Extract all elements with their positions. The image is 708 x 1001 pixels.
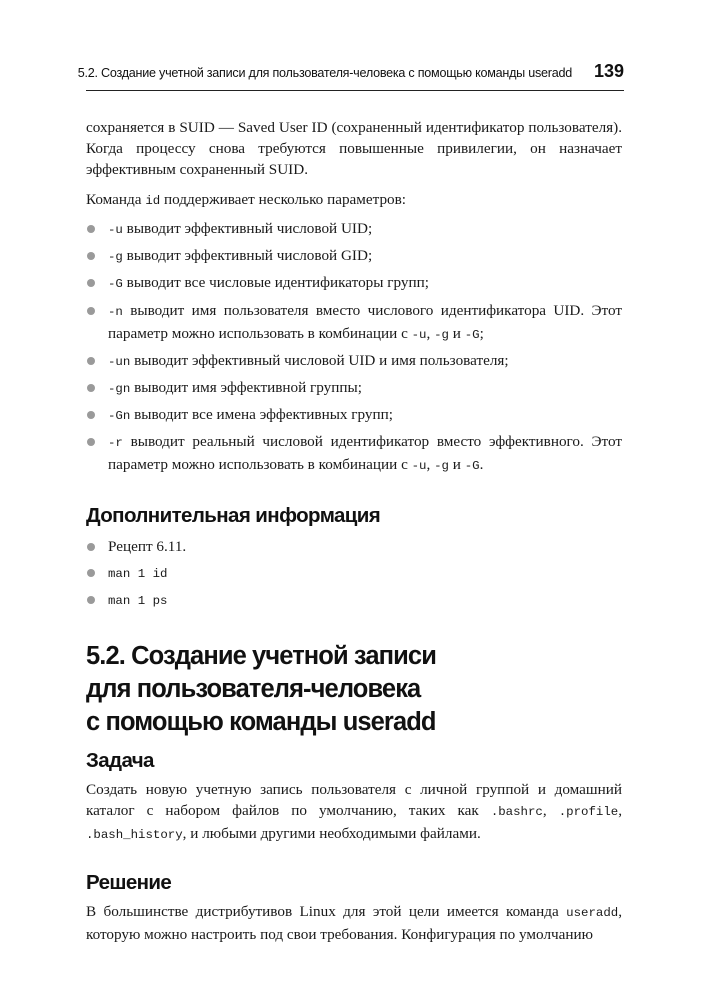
option-item: -u выводит эффективный числовой UID; bbox=[86, 218, 622, 241]
section-title: 5.2. Создание учетной записи для пользователя-человека с помощью команды useradd bbox=[86, 641, 436, 736]
option-flag: -g bbox=[108, 250, 123, 265]
see-also-item: man 1 ps bbox=[86, 589, 622, 612]
option-flag: -un bbox=[108, 354, 131, 369]
page-content bbox=[86, 117, 622, 945]
solution-paragraph: В большинстве дистрибутивов Linux для этой цели имеется команда useradd, которую можно настроить под свои требования. Конфигурация по умолчанию bbox=[86, 902, 622, 943]
option-item: -G выводит все числовые идентификаторы групп; bbox=[86, 272, 622, 295]
option-flag: -u bbox=[108, 223, 123, 237]
running-title: 5.2. Создание учетной записи для пользователя-человека с помощью команды useradd bbox=[77, 66, 572, 80]
option-flag: -G bbox=[108, 277, 123, 292]
option-flag: -n bbox=[108, 304, 123, 319]
additional-info-heading: Дополнительная информация bbox=[86, 504, 381, 528]
option-flag: -Gn bbox=[108, 409, 131, 424]
options-lead-paragraph: Команда id поддерживает несколько параметров: bbox=[86, 191, 407, 208]
option-item: -g выводит эффективный числовой GID; bbox=[86, 245, 622, 268]
inline-code: id bbox=[145, 194, 161, 208]
option-flag: -r bbox=[108, 436, 123, 451]
option-item: -r выводит реальный числовой идентификатор вместо эффективного. Этот параметр можно использовать в комбинации с -u, -g и -G. bbox=[86, 431, 622, 477]
option-item: -Gn выводит все имена эффективных групп; bbox=[86, 404, 622, 427]
see-also-item: Рецепт 6.11. bbox=[86, 536, 622, 557]
intro-paragraph: сохраняется в SUID — Saved User ID (сохраненный идентификатор пользователя). Когда процессу снова требуются повышенные привилегии, он назначает эффективным сохраненный SUID. bbox=[86, 119, 622, 178]
options-list bbox=[86, 218, 622, 477]
option-flag: -gn bbox=[108, 381, 131, 396]
page-number: 139 bbox=[593, 61, 624, 81]
task-heading: Задача bbox=[86, 748, 154, 772]
option-item: -n выводит имя пользователя вместо числового идентификатора UID. Этот параметр можно использовать в комбинации с -u, -g и -G; bbox=[86, 300, 622, 346]
running-header bbox=[77, 60, 624, 91]
task-paragraph: Создать новую учетную запись пользователя с личной группой и домашний каталог с набором файлов по умолчанию, таких как .bashrc, .profile, .bash_history, и любыми другими необходимыми файлами. bbox=[86, 780, 623, 842]
option-item: -un выводит эффективный числовой UID и имя пользователя; bbox=[86, 350, 622, 373]
see-also-item: man 1 id bbox=[86, 562, 622, 585]
solution-heading: Решение bbox=[86, 870, 172, 894]
see-also-list bbox=[86, 536, 622, 611]
option-item: -gn выводит имя эффективной группы; bbox=[86, 377, 622, 400]
